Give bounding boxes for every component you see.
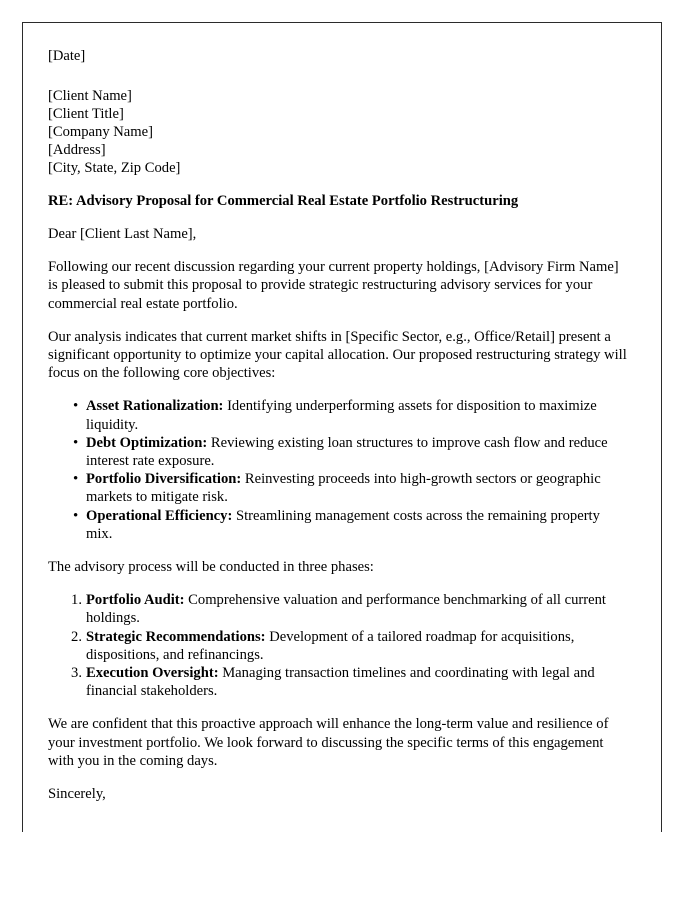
phase-text: Development of a tailored roadmap for acquisitions, dispositions, and refinancings.	[86, 628, 575, 663]
objective-lead: Asset Rationalization:	[86, 398, 224, 415]
spacer-after-intro	[48, 313, 628, 328]
phase-lead: Execution Oversight:	[86, 665, 219, 682]
closing-salutation: Sincerely,	[48, 786, 106, 803]
objective-text: Reinvesting proceeds into high-growth sectors or geographic markets to mitigate risk.	[86, 471, 601, 506]
paragraph-analysis: Our analysis indicates that current market shifts in [Specific Sector, e.g., Office/Retail] present a significant opportunity to optimize your capital allocation. Our proposed restructuring strategy will focus on the following core objectives:	[48, 328, 627, 382]
spacer-after-date	[48, 65, 628, 87]
spacer-before-phases	[48, 576, 628, 591]
spacer-after-objectives	[48, 543, 628, 558]
objective-text: Streamlining management costs across the remaining property mix.	[86, 507, 600, 542]
recipient-address-block	[48, 87, 628, 177]
recipient-address: [Address]	[48, 142, 106, 158]
list-item	[48, 507, 628, 543]
phase-text: Managing transaction timelines and coordinating with legal and financial stakeholders.	[86, 665, 595, 700]
list-item	[48, 434, 628, 470]
paragraph-intro: Following our recent discussion regarding your current property holdings, [Advisory Firm Name] is pleased to submit this proposal to provide strategic restructuring advisory services for your commercial real estate portfolio.	[48, 259, 619, 312]
document-page	[22, 22, 662, 832]
paragraph-phases: The advisory process will be conducted in three phases:	[48, 559, 374, 576]
phase-lead: Strategic Recommendations:	[86, 628, 266, 645]
spacer-before-objectives	[48, 382, 628, 397]
phases-list	[48, 591, 628, 700]
document-body	[23, 23, 661, 803]
phase-text: Comprehensive valuation and performance benchmarking of all current holdings.	[86, 592, 606, 627]
subject-line: RE: Advisory Proposal for Commercial Real Estate Portfolio Restructuring	[48, 193, 519, 209]
salutation: Dear [Client Last Name],	[48, 226, 197, 242]
recipient-client-title: [Client Title]	[48, 106, 124, 122]
spacer-after-salutation	[48, 243, 628, 258]
spacer-after-phases	[48, 700, 628, 715]
objective-lead: Portfolio Diversification:	[86, 471, 242, 488]
objective-lead: Operational Efficiency:	[86, 507, 233, 524]
recipient-city-state-zip: [City, State, Zip Code]	[48, 160, 181, 176]
spacer-after-subject	[48, 210, 628, 225]
spacer-after-address	[48, 177, 628, 192]
recipient-client-name: [Client Name]	[48, 88, 132, 104]
spacer-before-signoff	[48, 770, 628, 785]
objective-text: Identifying underperforming assets for disposition to maximize liquidity.	[86, 398, 597, 433]
list-item	[48, 591, 628, 627]
objective-lead: Debt Optimization:	[86, 434, 208, 451]
recipient-company-name: [Company Name]	[48, 124, 153, 140]
objective-text: Reviewing existing loan structures to improve cash flow and reduce interest rate exposure.	[86, 434, 608, 470]
list-item	[48, 664, 628, 700]
list-item	[48, 628, 628, 664]
phase-lead: Portfolio Audit:	[86, 592, 185, 609]
date-placeholder: [Date]	[48, 48, 86, 64]
objectives-list	[48, 397, 628, 543]
list-item	[48, 470, 628, 506]
list-item	[48, 397, 628, 433]
paragraph-closing: We are confident that this proactive approach will enhance the long-term value and resilience of your investment portfolio. We look forward to discussing the specific terms of this engagement with you in the coming days.	[48, 716, 609, 769]
